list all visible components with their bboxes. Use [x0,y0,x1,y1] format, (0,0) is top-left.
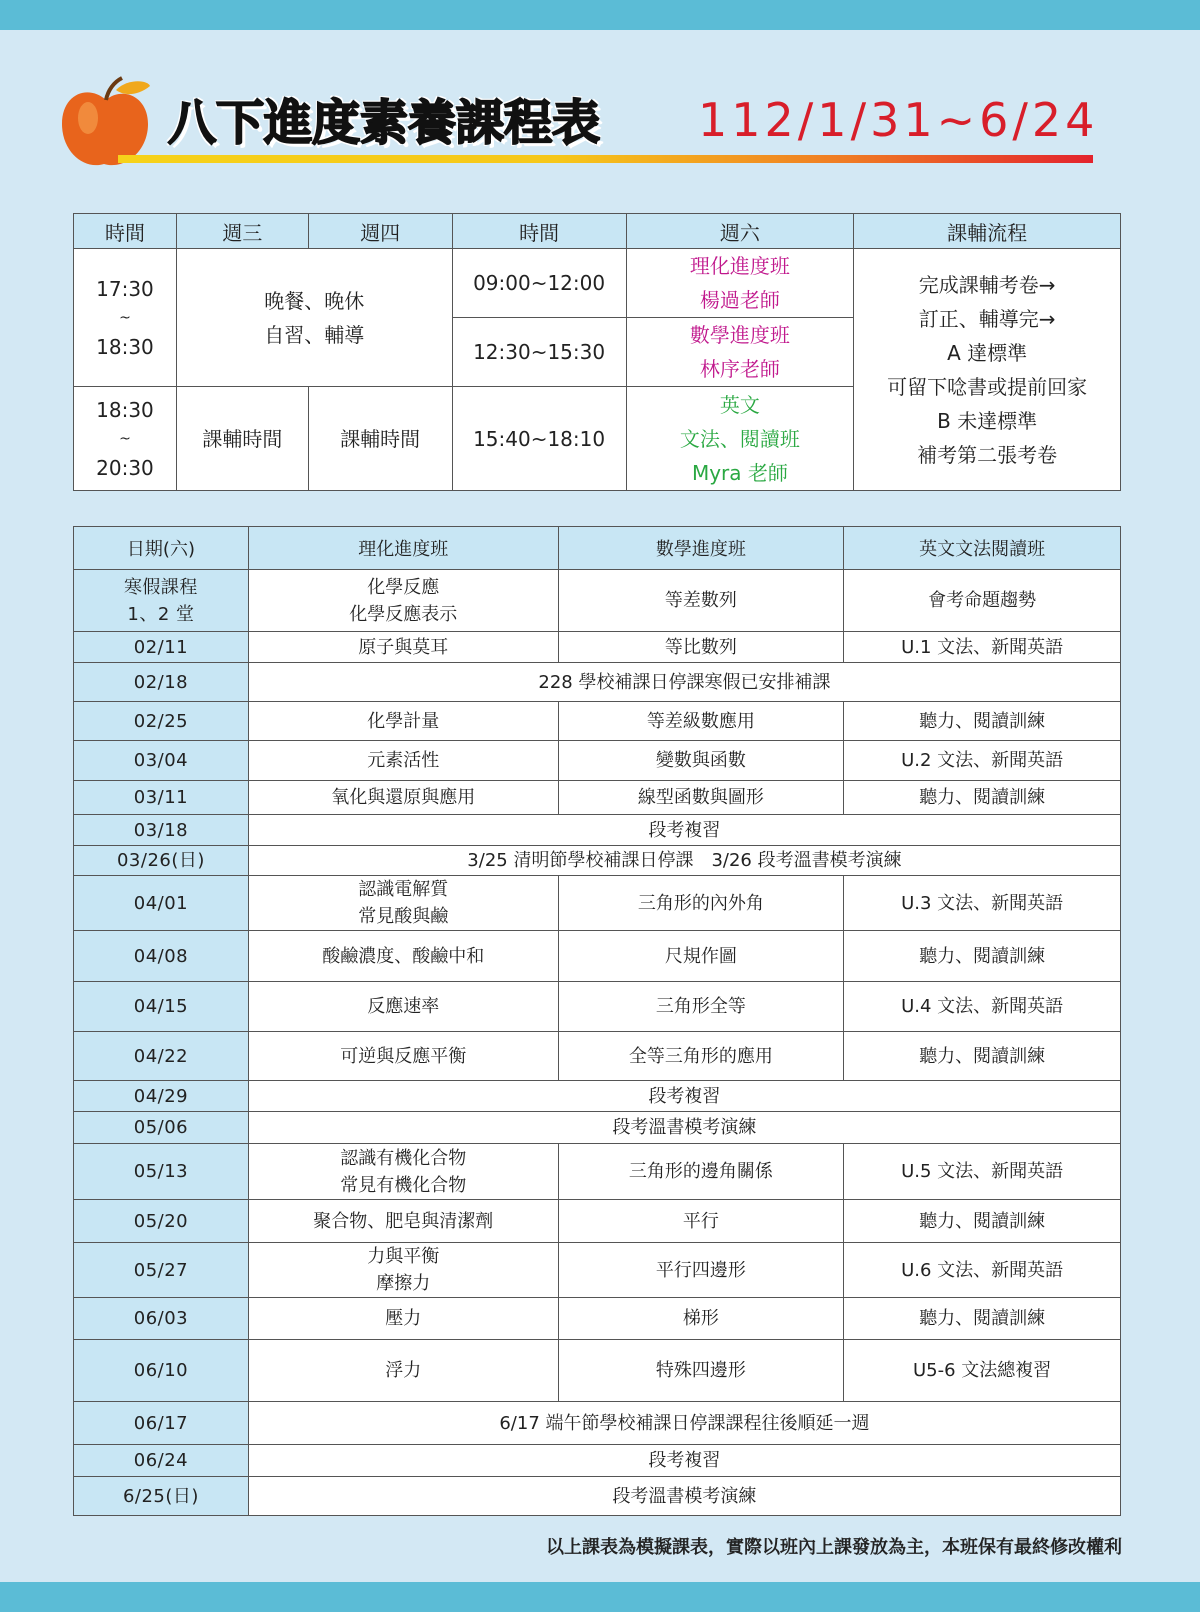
chem-cell: 認識電解質 常見酸與鹼 [248,876,558,931]
flow-line: 補考第二張考卷 [917,442,1058,467]
schedule-row [74,570,1121,632]
dinner-cell [176,249,452,387]
sat-class-chem [626,249,854,318]
bottom-band [0,1582,1200,1612]
schedule-row [74,1340,1121,1402]
date-cell: 03/26(日) [74,846,249,876]
math-cell: 三角形的邊角關係 [558,1144,844,1200]
chem-cell: 力與平衡 摩擦力 [248,1243,558,1298]
math-cell: 平行 [558,1200,844,1243]
date-cell: 04/15 [74,982,249,1032]
schedule-row [74,702,1121,741]
date-cell: 06/10 [74,1340,249,1402]
header-time: 時間 [74,214,177,249]
date-cell: 06/03 [74,1298,249,1340]
time-start: 18:30 [96,397,154,422]
date-cell: 05/27 [74,1243,249,1298]
sat-time-3: 15:40~18:10 [452,387,626,491]
schedule-row [74,1200,1121,1243]
header-date: 日期(六) [74,527,249,570]
flow-cell [854,249,1121,491]
eng-cell: U.1 文法、新聞英語 [844,632,1121,663]
eng-cell: 聽力、閱讀訓練 [844,1200,1121,1243]
schedule-row [74,781,1121,815]
chem-cell: 原子與莫耳 [248,632,558,663]
merged-cell: 段考溫書模考演練 [248,1112,1120,1144]
time-end: 20:30 [96,455,154,480]
chem-cell: 浮力 [248,1340,558,1402]
date-cell: 06/17 [74,1402,249,1445]
top-band [0,0,1200,30]
eng-cell: 會考命題趨勢 [844,570,1121,632]
schedule-row [74,846,1121,876]
date-range: 112/1/31~6/24 [698,93,1099,147]
math-cell: 特殊四邊形 [558,1340,844,1402]
date-cell: 03/18 [74,815,249,846]
class-name: 文法、閱讀班 [679,426,800,451]
footnote: 以上課表為模擬課表，實際以班內上課發放為主，本班保有最終修改權利 [546,1537,1122,1558]
schedule-row [74,1445,1121,1477]
header-flow: 課輔流程 [854,214,1121,249]
math-cell: 等比數列 [558,632,844,663]
schedule-row [74,1144,1121,1200]
date-cell: 04/01 [74,876,249,931]
chem-cell: 聚合物、肥皂與清潔劑 [248,1200,558,1243]
header-math: 數學進度班 [558,527,844,570]
eng-cell: U.4 文法、新聞英語 [844,982,1121,1032]
math-cell: 三角形全等 [558,982,844,1032]
class-name: 英文 [719,392,760,417]
schedule-row [74,1032,1121,1081]
eng-cell: U.2 文法、新聞英語 [844,741,1121,781]
title-underline [118,155,1093,163]
chem-cell: 反應速率 [248,982,558,1032]
teacher-name: 楊過老師 [699,288,780,312]
chem-cell: 認識有機化合物 常見有機化合物 [248,1144,558,1200]
tutor-wed: 課輔時間 [176,387,308,491]
chem-cell: 可逆與反應平衡 [248,1032,558,1081]
date-cell: 04/22 [74,1032,249,1081]
date-cell: 02/18 [74,663,249,702]
schedule-row [74,876,1121,931]
date-cell: 05/20 [74,1200,249,1243]
header-chem: 理化進度班 [248,527,558,570]
sat-time-1: 09:00~12:00 [452,249,626,318]
math-cell: 等差級數應用 [558,702,844,741]
math-cell: 平行四邊形 [558,1243,844,1298]
chem-cell: 化學反應 化學反應表示 [248,570,558,632]
weekly-header-row [74,214,1121,249]
chem-cell: 元素活性 [248,741,558,781]
math-cell: 梯形 [558,1298,844,1340]
date-cell: 03/04 [74,741,249,781]
merged-cell: 段考複習 [248,1445,1120,1477]
time-sep: ~ [119,309,131,326]
eng-cell: 聽力、閱讀訓練 [844,702,1121,741]
math-cell: 全等三角形的應用 [558,1032,844,1081]
time-sep: ~ [119,430,131,447]
schedule-row [74,1243,1121,1298]
schedule-row [74,741,1121,781]
date-cell: 寒假課程 1、2 堂 [74,570,249,632]
time-start: 17:30 [96,276,154,301]
chem-cell: 壓力 [248,1298,558,1340]
time-slot-1 [74,249,177,387]
schedule-row [74,1081,1121,1112]
header-wed: 週三 [176,214,308,249]
schedule-row [74,632,1121,663]
schedule-row [74,1112,1121,1144]
teacher-name: 林序老師 [699,357,780,381]
merged-cell: 3/25 清明節學校補課日停課 3/26 段考溫書模考演練 [248,846,1120,876]
flow-line: 訂正、輔導完→ [918,306,1056,331]
schedule-row [74,1477,1121,1516]
math-cell: 尺規作圖 [558,931,844,982]
flow-line: 可留下唸書或提前回家 [887,374,1088,399]
header-eng: 英文文法閱讀班 [844,527,1121,570]
time-slot-2 [74,387,177,491]
weekly-schedule-table [73,213,1121,491]
header-sat-time: 時間 [452,214,626,249]
schedule-row [74,931,1121,982]
math-cell: 等差數列 [558,570,844,632]
eng-cell: U.5 文法、新聞英語 [844,1144,1121,1200]
dinner-line: 晚餐、晚休 [264,288,365,313]
merged-cell: 6/17 端午節學校補課日停課課程往後順延一週 [248,1402,1120,1445]
date-cell: 05/06 [74,1112,249,1144]
flow-line: B 未達標準 [937,408,1038,433]
sat-time-2: 12:30~15:30 [452,318,626,387]
eng-cell: U.3 文法、新聞英語 [844,876,1121,931]
schedule-row [74,982,1121,1032]
merged-cell: 段考複習 [248,1081,1120,1112]
eng-cell: 聽力、閱讀訓練 [844,1032,1121,1081]
eng-cell: 聽力、閱讀訓練 [844,931,1121,982]
class-name: 數學進度班 [689,323,790,347]
schedule-header-row [74,527,1121,570]
date-cell: 04/29 [74,1081,249,1112]
eng-cell: U.6 文法、新聞英語 [844,1243,1121,1298]
date-cell: 04/08 [74,931,249,982]
eng-cell: U5-6 文法總複習 [844,1340,1121,1402]
chem-cell: 化學計量 [248,702,558,741]
time-end: 18:30 [96,334,154,359]
schedule-row [74,1298,1121,1340]
math-cell: 線型函數與圖形 [558,781,844,815]
eng-cell: 聽力、閱讀訓練 [844,1298,1121,1340]
dinner-line: 自習、輔導 [264,322,365,347]
date-cell: 05/13 [74,1144,249,1200]
flow-line: 完成課輔考卷→ [918,272,1056,297]
teacher-name: Myra 老師 [691,460,788,485]
schedule-row [74,663,1121,702]
date-cell: 02/25 [74,702,249,741]
class-name: 理化進度班 [689,254,790,278]
math-cell: 變數與函數 [558,741,844,781]
sat-class-math [626,318,854,387]
tutor-thu: 課輔時間 [308,387,452,491]
sat-class-eng [626,387,854,491]
eng-cell: 聽力、閱讀訓練 [844,781,1121,815]
math-cell: 三角形的內外角 [558,876,844,931]
flow-line: A 達標準 [947,340,1028,365]
date-cell: 06/24 [74,1445,249,1477]
header-sat: 週六 [626,214,854,249]
date-cell: 02/11 [74,632,249,663]
header-thu: 週四 [308,214,452,249]
chem-cell: 酸鹼濃度、酸鹼中和 [248,931,558,982]
date-cell: 03/11 [74,781,249,815]
merged-cell: 段考溫書模考演練 [248,1477,1120,1516]
course-schedule-table [73,526,1121,1516]
schedule-row [74,1402,1121,1445]
merged-cell: 228 學校補課日停課寒假已安排補課 [248,663,1120,702]
chem-cell: 氧化與還原與應用 [248,781,558,815]
page-title: 八下進度素養課程表 [168,95,601,151]
merged-cell: 段考複習 [248,815,1120,846]
date-cell: 6/25(日) [74,1477,249,1516]
schedule-row [74,815,1121,846]
